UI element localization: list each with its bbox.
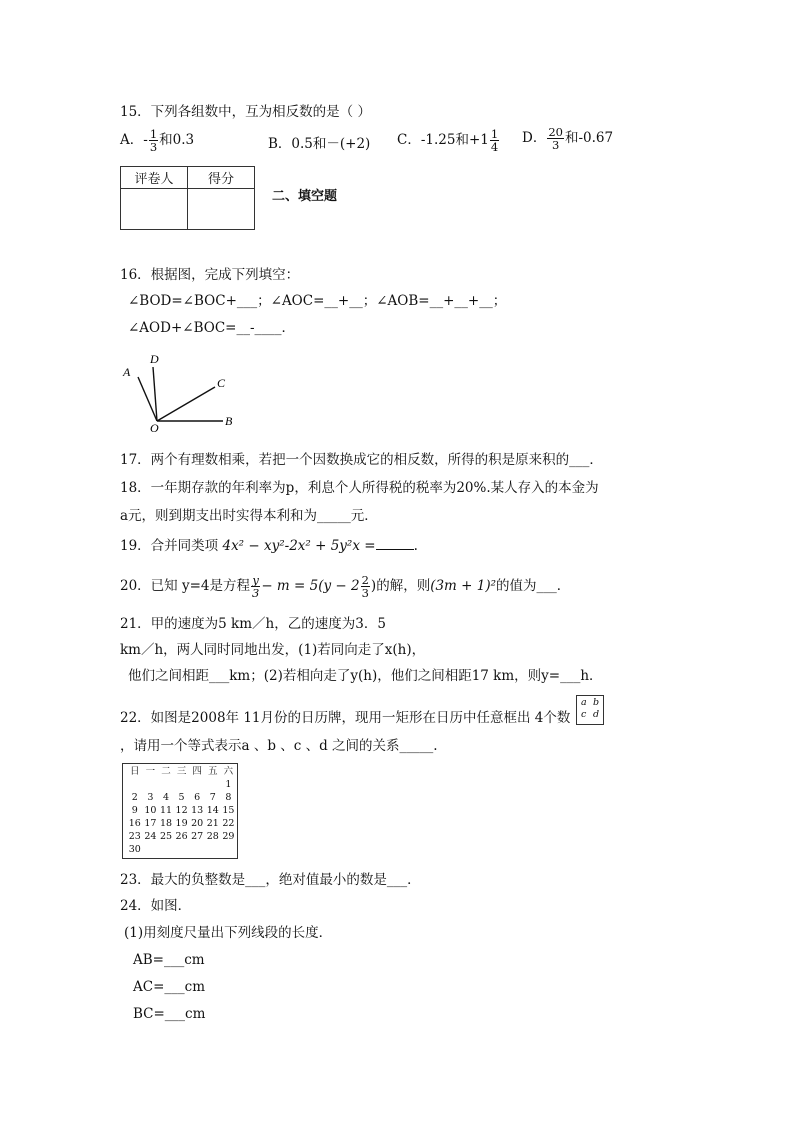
q15-option-a	[120, 128, 194, 153]
q20-expression: (3m + 1)²	[430, 578, 497, 595]
calendar-week-row	[127, 804, 236, 817]
calendar-day: 8	[225, 792, 232, 803]
label-d: D	[150, 352, 159, 366]
q18-line2: a元，则到期支出时实得本利和为_____元．	[120, 508, 378, 524]
calendar-week-row	[127, 843, 236, 856]
angle-diagram	[115, 345, 255, 435]
calendar-day	[174, 843, 190, 856]
q15-option-a-tail: 和0.3	[159, 132, 195, 149]
calendar-day: 11	[159, 805, 173, 816]
calendar-day	[143, 778, 159, 791]
calendar-day: 19	[175, 818, 188, 829]
calendar-day	[174, 778, 190, 791]
calendar-week-row	[127, 830, 236, 843]
calendar-day: 25	[159, 831, 173, 842]
label-a: A	[123, 365, 131, 379]
score-table-grader-cell	[121, 189, 188, 230]
calendar-day	[189, 778, 205, 791]
q21-line1: 21．甲的速度为5 km／h，乙的速度为3．5	[120, 616, 386, 632]
q16-line2: ∠AOD+∠BOC=__-____．	[128, 320, 296, 336]
calendar-day: 4	[162, 792, 169, 803]
calendar-day: 18	[159, 818, 173, 829]
calendar-header-cell: 五	[208, 766, 218, 777]
q20	[120, 574, 570, 599]
calendar-day: 9	[131, 805, 138, 816]
q15-option-c-head: C．-1.25和+1	[397, 132, 489, 149]
score-table-score-cell	[188, 189, 255, 230]
calendar-day: 21	[206, 818, 219, 829]
q15-stem: 15．下列各组数中，互为相反数的是（ ）	[120, 104, 371, 120]
calendar-day: 22	[222, 818, 235, 829]
calendar-day: 30	[128, 844, 141, 855]
calendar-day	[205, 778, 221, 791]
calendar-header-cell: 二	[161, 766, 171, 777]
calendar-header-cell: 四	[192, 766, 202, 777]
q15-option-d-fraction: $\frac{20}{3}$	[548, 125, 563, 153]
q20-after: )的解，则	[370, 578, 431, 595]
q20-fraction-y: $\frac{y}{3}$	[252, 573, 260, 601]
calendar-day: 26	[175, 831, 188, 842]
q21-line2: km／h，两人同时同地出发，(1)若同向走了x(h)，	[120, 642, 426, 658]
q19-tail: .	[413, 538, 418, 554]
score-table-score-header: 得分	[188, 167, 255, 189]
calendar-day: 28	[206, 831, 219, 842]
calendar-day	[143, 843, 159, 856]
q15-option-c-fraction: $\frac{1}{4}$	[490, 127, 499, 155]
calendar-header-cell: 三	[176, 766, 187, 777]
q24-ac: AC=___cm	[133, 979, 206, 995]
calendar-day	[158, 843, 174, 856]
calendar-day: 13	[191, 805, 204, 816]
calendar-day: 24	[144, 831, 157, 842]
q15-option-d-tail: 和-0.67	[564, 130, 614, 147]
q15-option-a-label: A．-	[120, 132, 148, 149]
ray-oc	[157, 387, 215, 421]
calendar-day: 6	[194, 792, 201, 803]
box-a: a	[581, 697, 587, 708]
q22-abcd-box	[576, 695, 604, 725]
q20-equation-mid: − m = 5(y − 2	[261, 578, 360, 595]
label-b: B	[225, 414, 233, 428]
q16-stem: 16．根据图，完成下列填空：	[120, 267, 300, 283]
q16-line1: ∠BOD=∠BOC+___；∠AOC=__+__；∠AOB=__+__+__；	[128, 293, 507, 309]
q15-option-d	[522, 126, 613, 151]
q21-line3: 他们之间相距___km；(2)若相向走了y(h)，他们之间相距17 km，则y=___h．	[128, 668, 603, 684]
q15-option-c	[397, 128, 500, 153]
q24-stem: 24．如图．	[120, 898, 192, 914]
q22-line1: 22．如图是2008年 11月份的日历牌，现用一矩形在日历中任意框出 4个数	[120, 710, 571, 726]
calendar-header-cell: 日	[130, 766, 140, 777]
q20-tail: 的值为___．	[496, 578, 571, 595]
label-c: C	[217, 376, 226, 390]
calendar-week-row	[127, 817, 236, 830]
calendar-day: 23	[128, 831, 141, 842]
q24-bc: BC=___cm	[133, 1006, 206, 1022]
calendar-day: 5	[178, 792, 185, 803]
calendar-day: 1	[225, 779, 232, 790]
q22-line2: ，请用一个等式表示a 、b 、c 、d 之间的关系_____.	[120, 738, 438, 754]
calendar-day: 29	[222, 831, 235, 842]
q19-expression: 4x² − xy²-2x² + 5y²x =	[222, 538, 376, 554]
calendar-header-cell: 六	[223, 766, 234, 777]
calendar-day: 3	[147, 792, 154, 803]
calendar-day	[221, 843, 237, 856]
box-d: d	[593, 709, 600, 720]
q18-line1: 18．一年期存款的年利率为p，利息个人所得税的税率为20%.某人存入的本金为	[120, 480, 599, 496]
q15-option-b: B．0.5和－(+2)	[268, 136, 371, 152]
calendar-day: 27	[191, 831, 204, 842]
calendar-day: 12	[175, 805, 188, 816]
calendar-header-row	[127, 765, 236, 778]
q19	[120, 538, 418, 554]
q20-head: 20．已知 y=4是方程	[120, 578, 250, 595]
q19-head: 19．合并同类项	[120, 538, 219, 554]
q19-answer-blank	[376, 538, 414, 550]
q15-option-a-fraction: $\frac{1}{3}$	[149, 127, 158, 155]
q24-ab: AB=___cm	[133, 952, 205, 968]
calendar-day: 14	[206, 805, 219, 816]
calendar-header-cell: 一	[145, 766, 156, 777]
calendar-day: 16	[128, 818, 141, 829]
calendar-day	[189, 843, 205, 856]
calendar-day: 10	[144, 805, 157, 816]
box-b: b	[593, 697, 600, 708]
score-table	[120, 166, 255, 230]
section-title: 二、填空题	[272, 189, 338, 204]
calendar	[122, 763, 238, 859]
calendar-day: 2	[131, 792, 138, 803]
label-o: O	[150, 421, 159, 435]
q24-sub1: (1)用刻度尺量出下列线段的长度．	[124, 925, 333, 941]
q20-fraction-two-thirds: $\frac{2}{3}$	[361, 573, 369, 601]
calendar-day	[127, 778, 143, 791]
q23-text: 23．最大的负整数是___，绝对值最小的数是___．	[120, 872, 421, 888]
calendar-day	[205, 843, 221, 856]
calendar-day: 17	[144, 818, 157, 829]
calendar-week-row	[127, 791, 236, 804]
calendar-day	[158, 778, 174, 791]
box-c: c	[581, 709, 587, 720]
q17-text: 17．两个有理数相乘，若把一个因数换成它的相反数，所得的积是原来积的___．	[120, 452, 603, 468]
calendar-day: 20	[191, 818, 204, 829]
calendar-week-row	[127, 778, 236, 791]
calendar-day: 15	[222, 805, 235, 816]
calendar-day: 7	[209, 792, 216, 803]
score-table-grader-header: 评卷人	[121, 167, 188, 189]
q15-option-d-label: D．	[522, 130, 547, 147]
